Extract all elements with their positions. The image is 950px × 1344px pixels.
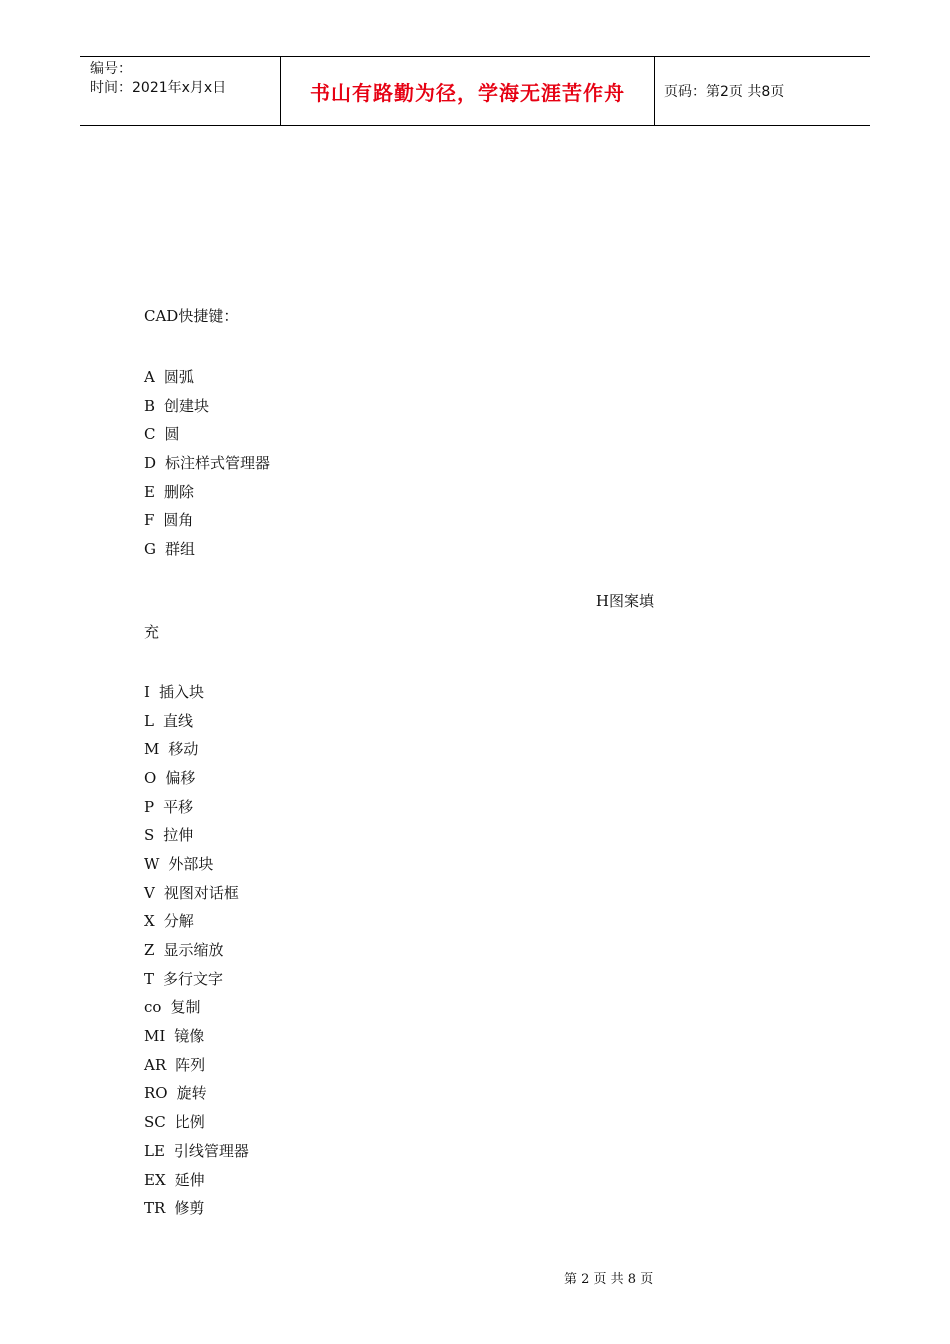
shortcut-desc: 拉伸	[163, 826, 194, 845]
shortcut-key: SC	[144, 1113, 166, 1132]
shortcut-group-2	[144, 678, 704, 1223]
list-item	[144, 1079, 704, 1108]
shortcut-key: W	[144, 854, 160, 873]
shortcut-key: I	[144, 682, 150, 701]
shortcut-key: Z	[144, 941, 155, 959]
shortcut-desc: 引线管理器	[173, 1141, 249, 1160]
list-item	[144, 793, 704, 822]
shortcut-desc: 旋转	[176, 1084, 207, 1103]
shortcut-key: E	[144, 482, 155, 501]
list-item	[144, 449, 704, 478]
shortcut-desc: 创建块	[164, 396, 210, 415]
page-header	[80, 56, 870, 126]
spacer	[144, 564, 704, 586]
shortcut-key: L	[144, 711, 154, 730]
list-item	[144, 707, 704, 736]
shortcut-desc: 删除	[163, 482, 194, 501]
list-item	[144, 392, 704, 421]
shortcut-desc: 平移	[163, 797, 194, 816]
shortcut-key: A	[144, 368, 155, 386]
shortcut-desc: 圆	[164, 425, 180, 444]
list-item	[144, 363, 704, 392]
shortcut-group-1	[144, 363, 704, 564]
shortcut-key: O	[144, 768, 157, 787]
shortcut-key: T	[144, 969, 155, 988]
shortcut-desc: 直线	[162, 711, 193, 730]
shortcut-key: TR	[144, 1199, 166, 1218]
shortcut-key: M	[144, 740, 160, 759]
shortcut-key: H	[595, 591, 609, 610]
shortcut-key: G	[144, 540, 156, 559]
shortcut-key: C	[144, 425, 156, 444]
shortcut-desc: 延伸	[174, 1170, 205, 1189]
shortcut-desc: 标注样式管理器	[165, 454, 271, 473]
list-item	[144, 879, 704, 908]
shortcut-list	[144, 305, 704, 1223]
document-number-label: 编号：	[90, 61, 132, 77]
shortcut-key: AR	[144, 1055, 167, 1074]
header-page-number: 页码：第2页 共8页	[664, 84, 785, 100]
wrapped-continuation: 充	[144, 622, 160, 641]
shortcut-desc: 显示缩放	[163, 941, 224, 959]
list-item	[144, 1022, 704, 1051]
list-item	[144, 993, 704, 1022]
shortcut-key: S	[144, 826, 155, 845]
shortcut-desc: 移动	[168, 740, 199, 759]
list-item	[144, 420, 704, 449]
list-item	[144, 535, 704, 564]
shortcut-desc: 多行文字	[163, 969, 224, 988]
list-item	[144, 1108, 704, 1137]
list-item	[144, 850, 704, 879]
shortcut-desc: 外部块	[168, 854, 214, 873]
shortcut-desc: 偏移	[165, 768, 196, 787]
shortcut-desc: 群组	[164, 540, 195, 559]
page-footer: 第 2 页 共 8 页	[564, 1272, 654, 1287]
shortcut-desc: 修剪	[174, 1199, 205, 1218]
shortcut-key: co	[144, 998, 162, 1017]
shortcut-key: X	[144, 912, 155, 931]
page-title: CAD快捷键：	[144, 307, 239, 325]
shortcut-key: EX	[144, 1170, 166, 1189]
shortcut-key: B	[144, 396, 156, 415]
shortcut-key: RO	[144, 1084, 168, 1103]
shortcut-desc: 圆弧	[163, 368, 194, 386]
shortcut-desc: 图案填	[608, 591, 654, 610]
list-item	[144, 1194, 704, 1223]
list-item	[144, 764, 704, 793]
list-item	[144, 1137, 704, 1166]
header-meta	[80, 57, 281, 125]
shortcut-desc: 视图对话框	[163, 883, 239, 902]
shortcut-key: MI	[144, 1027, 166, 1046]
shortcut-desc: 插入块	[158, 682, 204, 701]
list-item	[144, 735, 704, 764]
shortcut-key: LE	[144, 1141, 165, 1160]
shortcut-key: P	[144, 797, 155, 816]
shortcut-key: V	[144, 883, 155, 902]
list-item	[144, 907, 704, 936]
shortcut-desc: 镜像	[174, 1027, 205, 1046]
list-item	[144, 821, 704, 850]
list-item	[144, 936, 704, 965]
shortcut-desc: 阵列	[175, 1055, 206, 1074]
list-item	[144, 678, 704, 707]
list-item-wrapped	[144, 586, 704, 622]
shortcut-desc: 圆角	[163, 511, 194, 530]
shortcut-key: D	[144, 454, 157, 473]
list-item	[144, 506, 704, 535]
shortcut-desc: 复制	[170, 998, 201, 1017]
shortcut-key: F	[144, 511, 155, 530]
list-item	[144, 1051, 704, 1080]
list-item	[144, 1166, 704, 1195]
shortcut-desc: 分解	[163, 912, 194, 931]
list-item	[144, 478, 704, 507]
header-motto: 书山有路勤为径，学海无涯苦作舟	[281, 57, 655, 125]
list-item	[144, 965, 704, 994]
shortcut-desc: 比例	[174, 1113, 205, 1132]
document-date: 时间：2021年x月x日	[90, 80, 227, 96]
